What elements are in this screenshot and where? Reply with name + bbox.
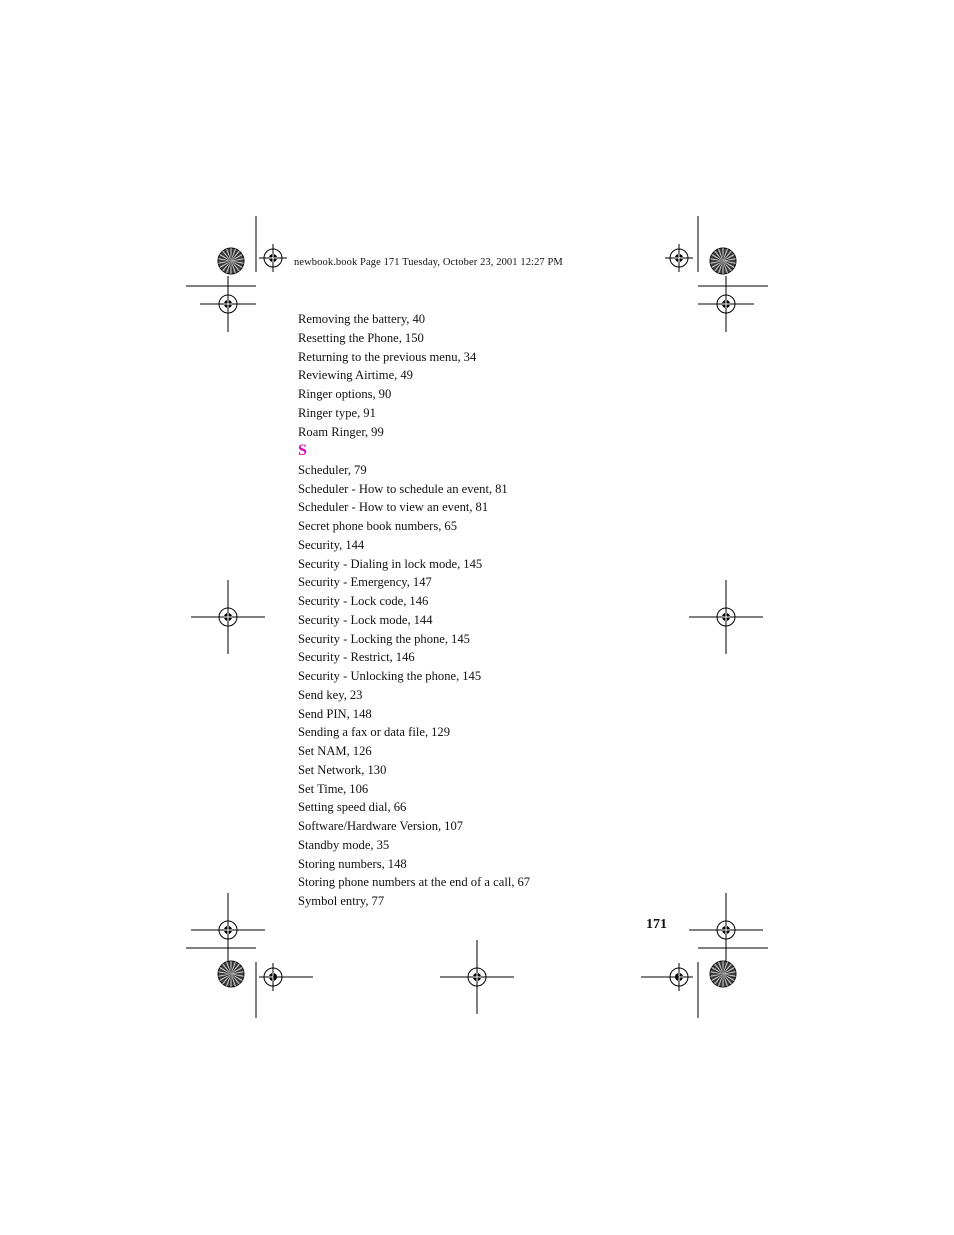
- index-entry-term: Resetting the Phone,: [298, 330, 402, 345]
- index-entry: [298, 611, 530, 630]
- index-entry: [298, 667, 530, 686]
- registration-target-icon: [689, 580, 763, 654]
- index-entry-term: Set NAM,: [298, 744, 350, 758]
- page-number: 171: [646, 917, 667, 932]
- index-entry-page: 145: [463, 556, 483, 571]
- index-entry-term: Send key,: [298, 687, 347, 702]
- index-entry-page: 81: [495, 481, 508, 496]
- index-entry-page: 81: [475, 500, 489, 515]
- index-entry-term: Send PIN,: [298, 706, 350, 721]
- index-entry: [298, 761, 530, 780]
- index-entry: [298, 498, 530, 517]
- index-entry-page: 145: [451, 631, 470, 646]
- star-target-icon: [218, 961, 244, 987]
- index-entry-term: Symbol entry,: [298, 894, 369, 908]
- index-entry-page: 67: [517, 875, 531, 890]
- index-entry-term: Scheduler - How to view an event,: [298, 500, 473, 515]
- index-entry: [298, 742, 530, 761]
- registration-target-icon: [200, 276, 256, 332]
- index-entry-term: Sending a fax or data file,: [298, 725, 429, 740]
- index-entry: [298, 480, 530, 499]
- index-entry-page: 144: [413, 612, 433, 627]
- index-entry-page: 148: [352, 706, 372, 721]
- index-entry-term: Standby mode,: [298, 837, 374, 852]
- index-entry: [298, 385, 530, 404]
- index-entry-page: 65: [444, 519, 457, 533]
- index-entry-term: Software/Hardware Version,: [298, 819, 442, 833]
- index-entry-page: 106: [349, 781, 369, 796]
- index-entry: [298, 404, 530, 423]
- index-entry-page: 77: [371, 894, 385, 908]
- index-entry-term: Security,: [298, 537, 343, 552]
- index-entry-page: 49: [400, 368, 413, 383]
- index-entry-page: 40: [412, 312, 426, 326]
- index-entry-page: 150: [404, 330, 424, 345]
- index-entry-page: 66: [393, 800, 407, 815]
- index-list: [298, 310, 530, 911]
- index-entry: [298, 686, 530, 705]
- index-entry-term: Removing the battery,: [298, 312, 410, 326]
- index-entry-term: Roam Ringer,: [298, 424, 369, 439]
- index-entry: [298, 817, 530, 836]
- index-entry: [298, 536, 530, 555]
- index-entry-page: 126: [352, 744, 372, 758]
- index-entry-page: 145: [462, 669, 482, 683]
- index-entry-term: Storing numbers,: [298, 856, 385, 871]
- index-entry: [298, 555, 530, 574]
- index-entry-term: Security - Unlocking the phone,: [298, 669, 460, 683]
- star-target-icon: [218, 248, 244, 274]
- index-entry-page: 34: [463, 349, 477, 364]
- index-entry-page: 23: [349, 687, 363, 702]
- index-entry-term: Security - Lock code,: [298, 594, 407, 608]
- index-entry-page: 147: [412, 575, 432, 590]
- index-entry-term: Security - Dialing in lock mode,: [298, 556, 461, 571]
- registration-target-icon: [689, 893, 763, 967]
- index-entry-term: Reviewing Airtime,: [298, 368, 398, 383]
- index-entry-term: Set Time,: [298, 781, 347, 796]
- index-entry: [298, 423, 530, 442]
- index-entry: [298, 517, 530, 536]
- index-entry-page: 35: [376, 837, 390, 852]
- index-entry-term: Security - Emergency,: [298, 575, 410, 590]
- index-entry-term: Storing phone numbers at the end of a call,: [298, 875, 515, 890]
- registration-target-icon: [191, 580, 265, 654]
- index-entry-term: Security - Lock mode,: [298, 612, 411, 627]
- index-entry-page: 144: [345, 537, 365, 552]
- index-entry-page: 130: [367, 762, 387, 777]
- index-entry: [298, 798, 530, 817]
- index-entry-term: Security - Restrict,: [298, 650, 393, 665]
- index-entry: [298, 592, 530, 611]
- index-entry-term: Secret phone book numbers,: [298, 519, 442, 533]
- index-entry-page: 107: [444, 819, 464, 833]
- index-entry-page: 90: [378, 387, 392, 401]
- index-entry: [298, 573, 530, 592]
- index-entry-term: Scheduler,: [298, 462, 352, 477]
- index-entry: [298, 873, 530, 892]
- index-entry-term: Scheduler - How to schedule an event,: [298, 481, 493, 496]
- index-entry: [298, 855, 530, 874]
- index-entry: [298, 348, 530, 367]
- registration-target-icon: [440, 940, 514, 1014]
- index-entry: [298, 310, 530, 329]
- header-slug: newbook.book Page 171 Tuesday, October 23, 2001 12:27 PM: [294, 257, 563, 268]
- registration-target-icon: [259, 244, 287, 272]
- index-entry: [298, 630, 530, 649]
- registration-target-icon: [698, 276, 754, 332]
- index-entry-term: Ringer type,: [298, 405, 361, 420]
- index-entry-page: 148: [387, 856, 407, 871]
- index-entry-page: 129: [431, 725, 450, 740]
- index-entry-term: Set Network,: [298, 762, 365, 777]
- index-entry: [298, 648, 530, 667]
- index-entry-term: Security - Locking the phone,: [298, 631, 449, 646]
- index-entry: [298, 461, 530, 480]
- index-entry: [298, 329, 530, 348]
- index-entry-term: Returning to the previous menu,: [298, 349, 461, 364]
- registration-target-icon: [191, 893, 265, 967]
- index-entry-page: 91: [363, 405, 376, 420]
- index-entry: [298, 705, 530, 724]
- index-entry: [298, 366, 530, 385]
- star-target-icon: [710, 961, 736, 987]
- index-entry: [298, 892, 530, 911]
- index-entry-page: 146: [409, 594, 429, 608]
- index-entry: [298, 836, 530, 855]
- registration-target-icon: [665, 244, 693, 272]
- index-entry-page: 146: [395, 650, 415, 665]
- index-entry: [298, 723, 530, 742]
- index-section-letter: S: [298, 442, 307, 460]
- index-entry-page: 99: [371, 424, 384, 439]
- index-entry: [298, 780, 530, 799]
- index-entry-term: Ringer options,: [298, 387, 376, 401]
- star-target-icon: [710, 248, 736, 274]
- index-entry-page: 79: [354, 462, 367, 477]
- index-entry-term: Setting speed dial,: [298, 800, 391, 815]
